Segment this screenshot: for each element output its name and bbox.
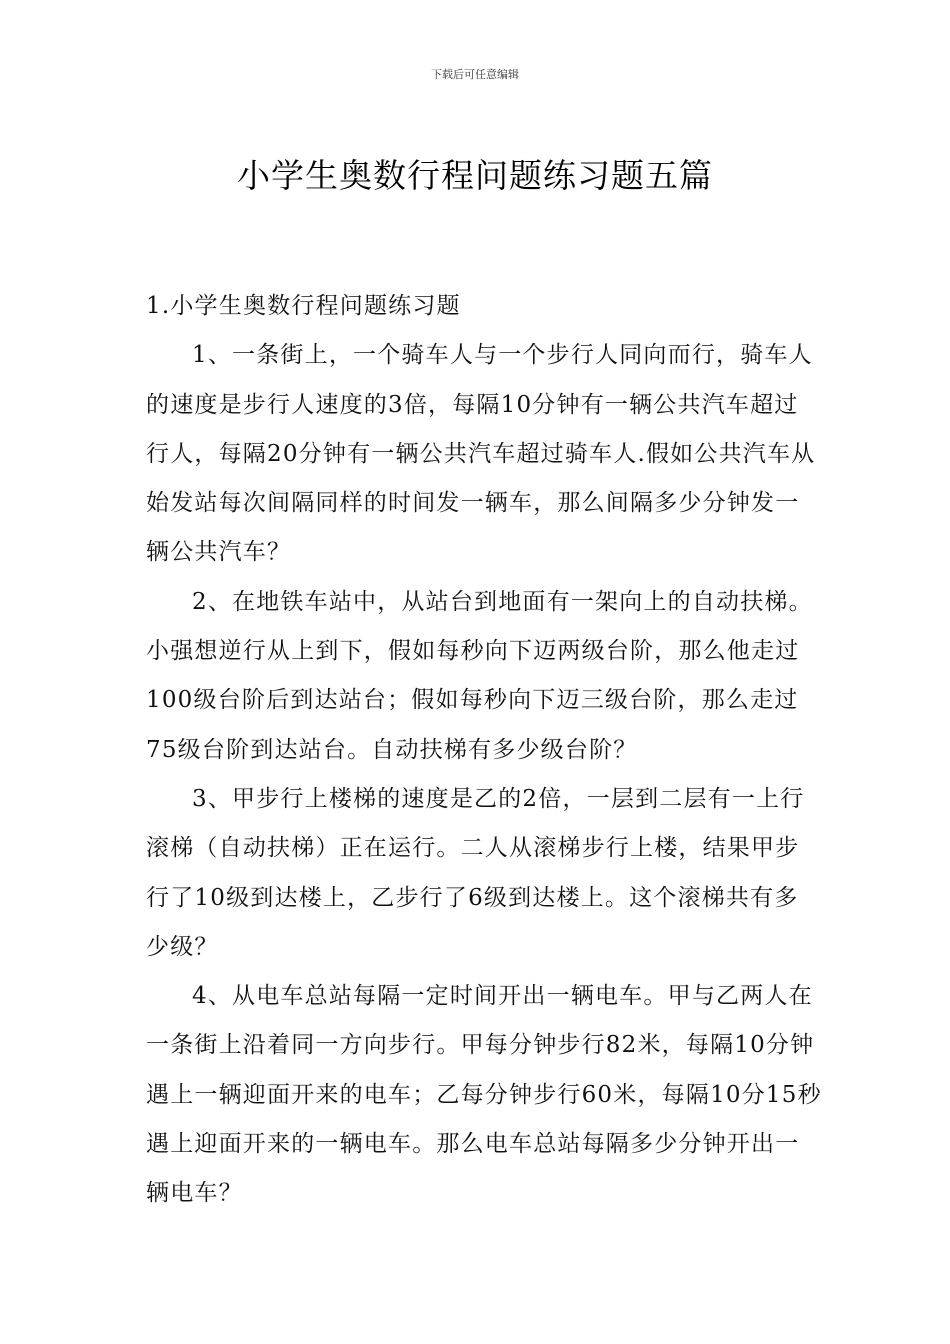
problem-2: 2、在地铁车站中，从站台到地面有一架向上的自动扶梯。小强想逆行从上到下，假如每秒向下迈两级台阶，那么他走过100级台阶后到达站台；假如每秒向下迈三级台阶，那么走过75级台阶到达站台。自动扶梯有多少级台阶？ [146,588,813,763]
header-note: 下载后可任意编辑 [431,68,519,81]
document-body [146,282,822,1219]
section-heading: 1.小学生奥数行程问题练习题 [146,293,461,319]
problem-1: 1、一条街上，一个骑车人与一个步行人同向而行，骑车人的速度是步行人速度的3倍，每隔10分钟有一辆公共汽车超过行人，每隔20分钟有一辆公共汽车超过骑车人.假如公共汽车从始发站每次间隔同样的时间发一辆车，那么间隔多少分钟发一辆公共汽车？ [146,342,816,566]
problem-4: 4、从电车总站每隔一定时间开出一辆电车。甲与乙两人在一条街上沿着同一方向步行。甲每分钟步行82米，每隔10分钟遇上一辆迎面开来的电车；乙每分钟步行60米，每隔10分15秒遇上迎面开来的一辆电车。那么电车总站每隔多少分钟开出一辆电车？ [146,983,822,1207]
problem-3: 3、甲步行上楼梯的速度是乙的2倍，一层到二层有一上行滚梯（自动扶梯）正在运行。二人从滚梯步行上楼，结果甲步行了10级到达楼上，乙步行了6级到达楼上。这个滚梯共有多少级？ [146,785,805,960]
page-title: 小学生奥数行程问题练习题五篇 [237,156,713,196]
